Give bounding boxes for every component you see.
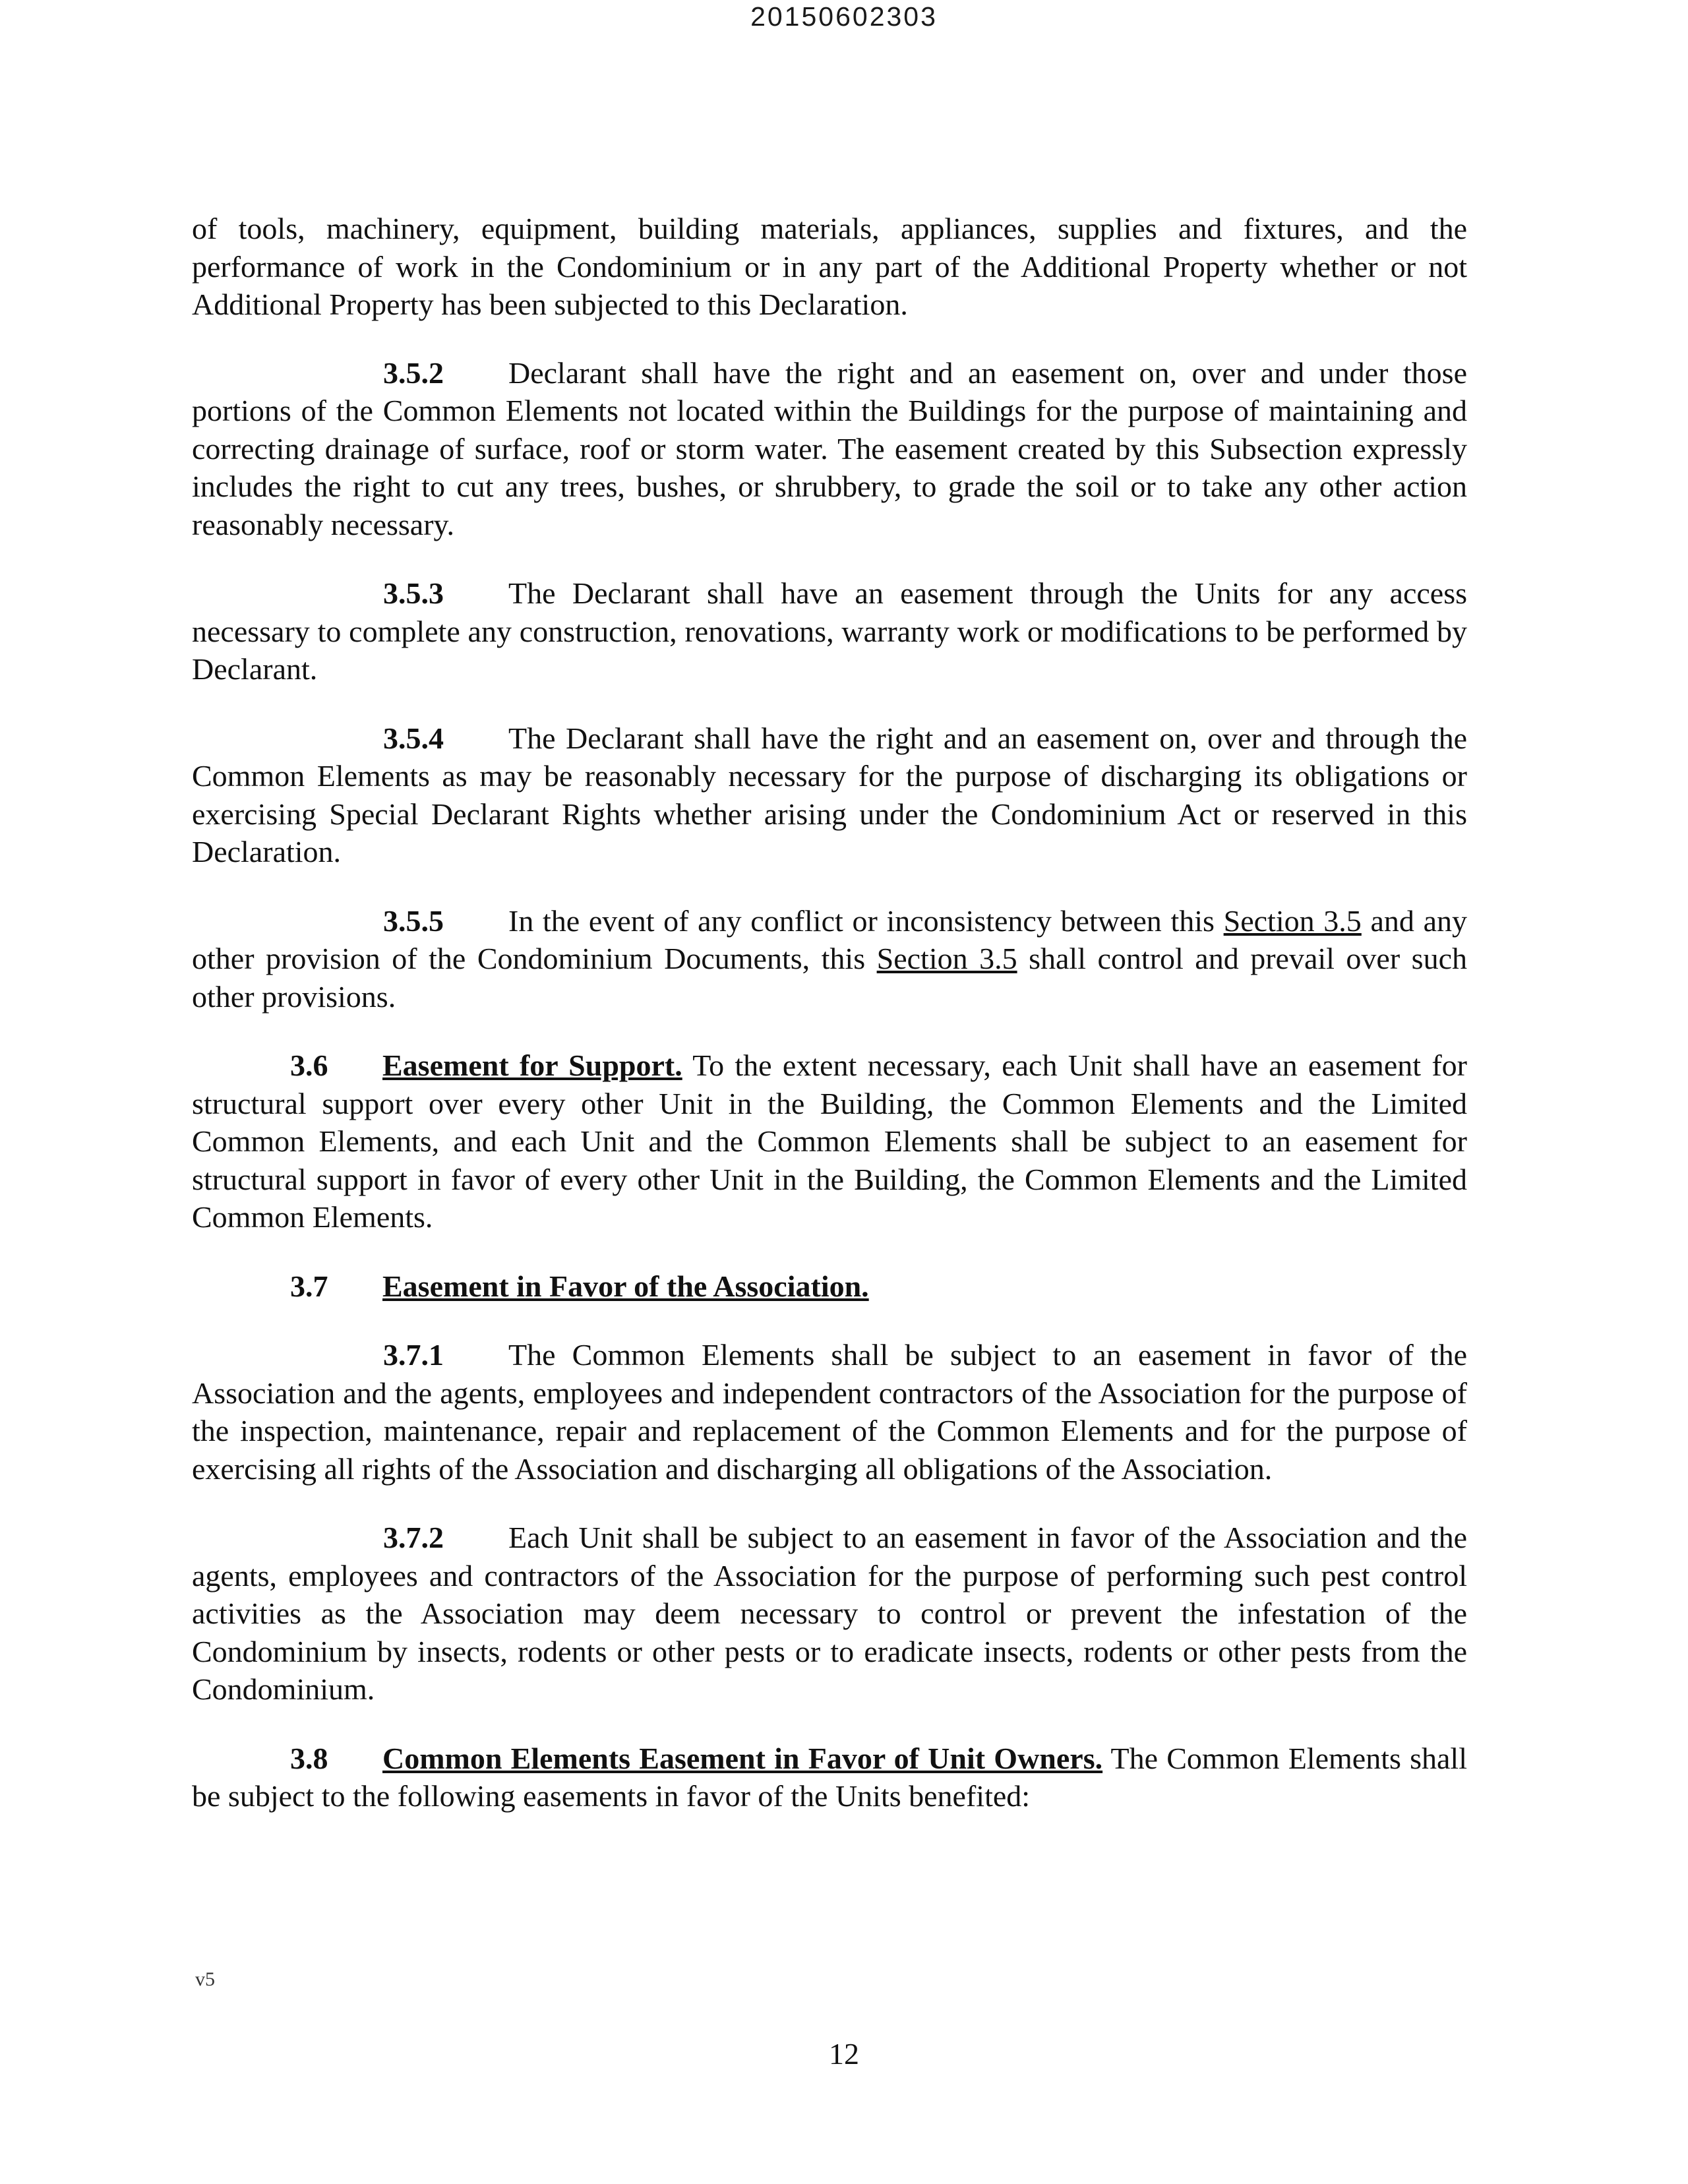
section-number: 3.8 [290,1741,328,1775]
subsection-3-5-2 [192,354,1467,544]
subsection-3-7-2 [192,1519,1467,1709]
section-3-7 [192,1267,1467,1306]
paragraph-text: The Common Elements shall be subject to the following easements in favor of the Units benefited: [192,1741,1467,1813]
section-3-6 [192,1046,1467,1236]
subsection-number: 3.7.1 [383,1338,444,1372]
paragraph-text: The Declarant shall have an easement through the Units for any access necessary to complete any construction, renovations, warranty work or modifications to be performed by Declarant. [192,576,1467,686]
section-reference: Section 3.5 [876,942,1017,975]
section-heading: Easement in Favor of the Association. [382,1269,869,1303]
subsection-number: 3.5.5 [383,903,444,938]
section-heading: Common Elements Easement in Favor of Unit Owners. [382,1741,1103,1775]
paragraph-continuation [192,210,1467,324]
page-number: 12 [829,2037,859,2071]
subsection-number: 3.5.2 [383,355,444,390]
paragraph-text: The Declarant shall have the right and an easement on, over and through the Common Elements as may be reasonably necessary for the purpose of discharging its obligations or exercising Special Declarant Rights whether arising under the Condominium Act or reserved in this Declaration. [192,721,1467,868]
paragraph-text: of tools, machinery, equipment, building materials, appliances, supplies and fixtures, and the performance of work in the Condominium or in any part of the Additional Property whether or not Additional Property has been subjected to this Declaration. [192,212,1467,321]
section-number: 3.6 [290,1048,328,1082]
paragraph-text: Each Unit shall be subject to an easement in favor of the Association and the agents, employees and contractors of the Association for the purpose of performing such pest control activities as the Association may deem necessary to control or prevent the infestation of the Condominium by insects, rodents or other pests or to eradicate insects, rodents or other pests from the Condominium. [192,1521,1467,1706]
section-heading: Easement for Support. [382,1048,682,1082]
subsection-number: 3.5.4 [383,721,444,755]
paragraph-text: Declarant shall have the right and an easement on, over and under those portions of the Common Elements not located within the Buildings for the purpose of maintaining and correcting drainage of surface, roof or storm water. The easement created by this Subsection expressly includes the right to cut any trees, bushes, or shrubbery, to grade the soil or to take any other action reasonably necessary. [192,355,1467,541]
version-label: v5 [195,1968,215,1990]
subsection-3-5-3 [192,574,1467,688]
subsection-3-5-4 [192,719,1467,871]
section-reference: Section 3.5 [1223,903,1362,938]
document-body [192,210,1467,1846]
paragraph-text: shall control and prevail over such other provisions. [192,942,1467,1014]
paragraph-text: To the extent necessary, each Unit shall have an easement for structural support over every other Unit in the Building, the Common Elements and the Limited Common Elements, and each Unit and the Common Elements shall be subject to an easement for structural support in favor of every other Unit in the Building, the Common Elements and the Limited Common Elements. [192,1048,1467,1234]
subsection-3-5-5 [192,902,1467,1016]
document-number: 20150602303 [750,1,938,32]
section-3-8 [192,1740,1467,1815]
paragraph-text: and any other provision of the Condominium Documents, this [192,903,1467,975]
subsection-number: 3.7.2 [383,1521,444,1554]
subsection-number: 3.5.3 [383,576,444,610]
subsection-3-7-1 [192,1336,1467,1488]
paragraph-text: In the event of any conflict or inconsistency between this [508,903,1224,938]
paragraph-text: The Common Elements shall be subject to an easement in favor of the Association and the agents, employees and independent contractors of the Association for the purpose of the inspection, maintenance, repair and replacement of the Common Elements and for the purpose of exercising all rights of the Association and discharging all obligations of the Association. [192,1338,1467,1486]
section-number: 3.7 [290,1269,328,1303]
